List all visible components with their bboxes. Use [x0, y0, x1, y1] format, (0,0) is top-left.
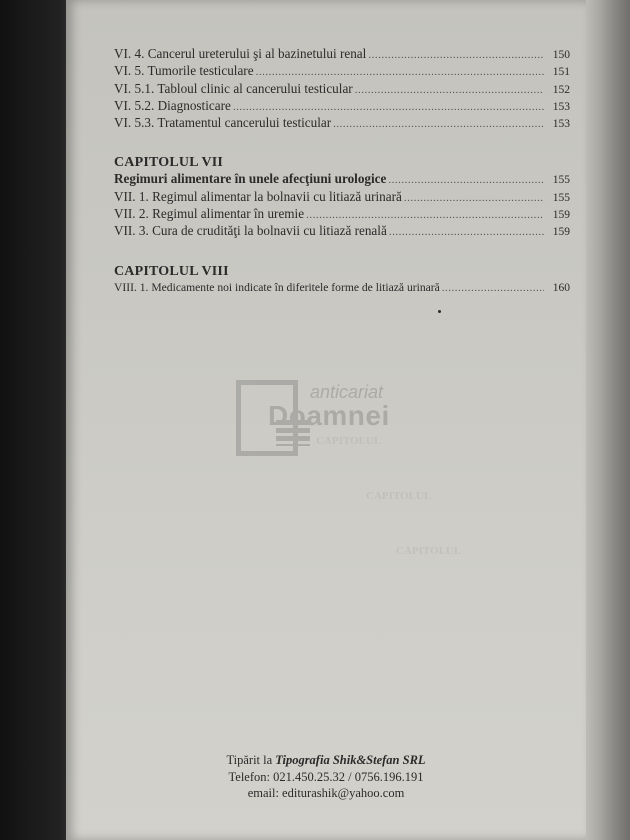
toc-entry-label: VII. 2. Regimul alimentar în uremie	[114, 206, 305, 222]
toc-entry-page: 155	[552, 174, 570, 187]
toc-entry-page: 155	[552, 191, 570, 204]
email-line: email: editurashik@yahoo.com	[247, 786, 405, 800]
toc-entry-page: 150	[552, 49, 570, 61]
show-through-text: CAPITOLUL	[396, 545, 462, 557]
book-page	[66, 0, 586, 840]
table-of-contents	[114, 46, 570, 296]
toc-entry-label: VII. 1. Regimul alimentar la bolnavii cu litiază urinară	[114, 188, 402, 204]
page-edge	[586, 0, 630, 840]
chapter-title-entry	[114, 171, 570, 188]
dot-leader	[442, 280, 544, 296]
dot-leader	[306, 207, 544, 223]
dot-leader	[404, 190, 544, 206]
watermark-small-text: anticariat	[310, 382, 384, 402]
toc-entry-page: 159	[552, 209, 570, 222]
dot-leader	[333, 116, 544, 132]
toc-entry	[114, 206, 570, 223]
dot-leader	[233, 99, 544, 115]
toc-entry	[114, 280, 570, 296]
dot-leader	[256, 64, 544, 80]
dot-leader	[388, 172, 544, 188]
toc-entry-page: 153	[552, 118, 570, 131]
toc-entry-page: 160	[552, 281, 570, 294]
toc-entry	[114, 81, 570, 98]
toc-entry-label: VI. 5.2. Diagnosticare	[114, 97, 231, 113]
toc-entry	[114, 98, 570, 115]
toc-entry-page: 152	[552, 83, 570, 96]
toc-entry-label: VI. 5. Tumorile testiculare	[114, 63, 254, 79]
toc-entry	[114, 115, 570, 132]
toc-entry-label: Regimuri alimentare în unele afecţiuni urologice	[114, 171, 387, 187]
printer-colophon	[66, 752, 586, 802]
printer-prefix: Tipărit la	[226, 753, 276, 767]
printer-name: Tipografia Shik&Stefan SRL	[275, 753, 426, 767]
toc-entry	[114, 46, 570, 63]
show-through-text: CAPITOLUL	[316, 435, 382, 447]
ink-dot	[438, 310, 441, 313]
show-through-text: CAPITOLUL	[366, 490, 432, 502]
toc-entry-page: 151	[552, 66, 570, 79]
toc-entry-page: 159	[552, 226, 570, 239]
phone-line: Telefon: 021.450.25.32 / 0756.196.191	[228, 769, 424, 784]
dot-leader	[368, 47, 544, 63]
toc-entry	[114, 223, 570, 240]
toc-entry-page: 153	[552, 100, 570, 113]
toc-entry	[114, 63, 570, 80]
toc-entry	[114, 189, 570, 206]
toc-entry-label: VI. 5.1. Tabloul clinic al cancerului testicular	[114, 80, 353, 96]
toc-entry-label: VI. 4. Cancerul ureterului şi al bazinetului renal	[114, 46, 367, 61]
toc-entry-label: VIII. 1. Medicamente noi indicate în diferitele forme de litiază urinară	[114, 280, 440, 294]
watermark-big-text: Doamnei	[268, 400, 390, 431]
dot-leader	[389, 224, 544, 240]
watermark-logo	[236, 380, 476, 460]
toc-entry-label: VI. 5.3. Tratamentul cancerului testicular	[114, 115, 332, 131]
chapter-heading: CAPITOLUL VII	[114, 155, 224, 171]
toc-entry-label: VII. 3. Cura de crudităţi la bolnavii cu litiază renală	[114, 223, 387, 239]
chapter-heading: CAPITOLUL VIII	[114, 263, 229, 279]
dot-leader	[355, 82, 544, 98]
printer-line	[66, 752, 586, 769]
